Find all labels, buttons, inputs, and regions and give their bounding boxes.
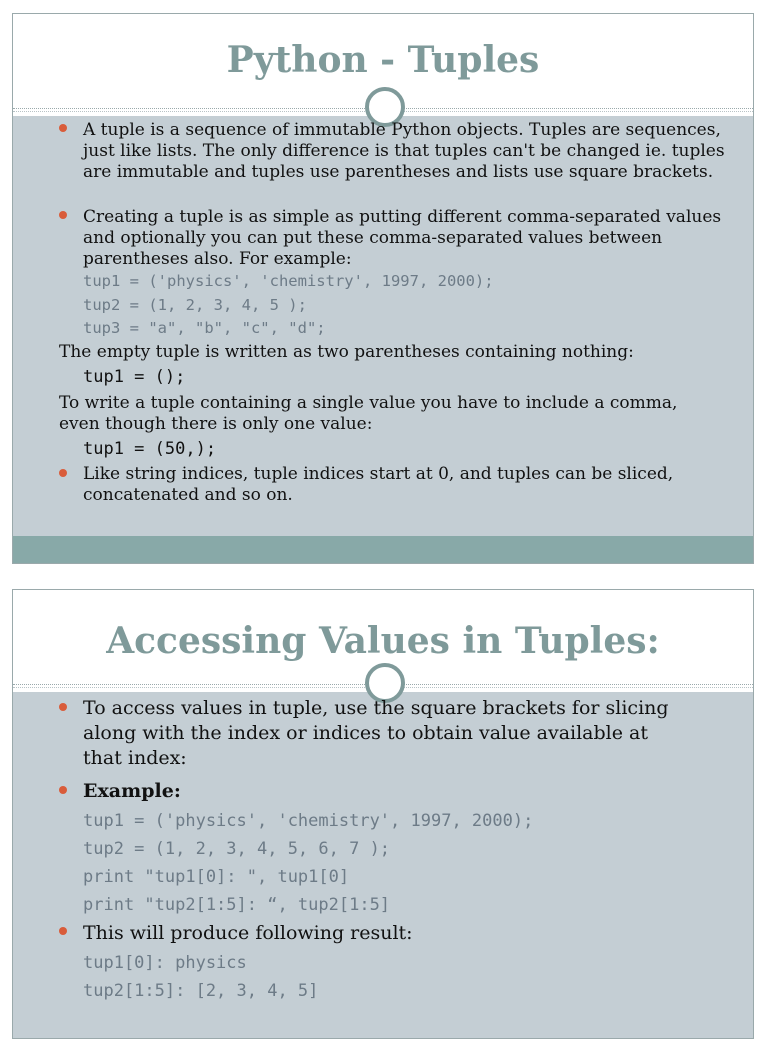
body-paragraph: Creating a tuple is as simple as putting different comma-separated values and optionally you can put these comma-separated values between parentheses also. For example:: [83, 207, 722, 269]
body-paragraph: A tuple is a sequence of immutable Python objects. Tuples are sequences, just like lists. The only difference is that tuples can't be changed ie. tuples are immutable and tuples use parentheses and lists use square brackets.: [83, 120, 725, 182]
code-line: tup1 = ('physics', 'chemistry', 1997, 2000);: [83, 272, 494, 290]
code-line: tup2 = (1, 2, 3, 4, 5 );: [83, 296, 307, 314]
bullet-icon: [59, 469, 67, 477]
bullet-icon: [59, 124, 67, 132]
slide-python-tuples: [12, 13, 754, 564]
bullet-icon: [59, 703, 67, 711]
body-paragraph: To access values in tuple, use the square brackets for slicing along with the index or indices to obtain value available at that index:: [83, 697, 669, 769]
example-label: Example:: [83, 780, 181, 802]
body-paragraph: This will produce following result:: [83, 922, 413, 944]
body-paragraph: Like string indices, tuple indices start at 0, and tuples can be sliced, concatenated and so on.: [83, 464, 674, 505]
slide-title: Accessing Values in Tuples:: [106, 620, 660, 662]
code-line: tup1 = (50,);: [83, 439, 217, 459]
body-paragraph: To write a tuple containing a single value you have to include a comma, even though there is only one value:: [59, 393, 678, 434]
bullet-icon: [59, 786, 67, 794]
slide-accessing-values: [12, 589, 754, 1039]
code-line: print "tup1[0]: ", tup1[0]: [83, 867, 350, 887]
code-line: print "tup2[1:5]: “, tup2[1:5]: [83, 895, 391, 915]
code-line: tup3 = "a", "b", "c", "d";: [83, 319, 326, 337]
code-line: tup1 = ();: [83, 367, 186, 387]
result-line: tup2[1:5]: [2, 3, 4, 5]: [83, 981, 319, 1001]
code-line: tup2 = (1, 2, 3, 4, 5, 6, 7 );: [83, 839, 391, 859]
slide-title: Python - Tuples: [226, 39, 540, 81]
footer-bar: [13, 536, 753, 563]
bullet-icon: [59, 211, 67, 219]
code-line: tup1 = ('physics', 'chemistry', 1997, 2000);: [83, 811, 534, 831]
body-paragraph: The empty tuple is written as two parentheses containing nothing:: [59, 342, 634, 362]
result-line: tup1[0]: physics: [83, 953, 247, 973]
bullet-icon: [59, 927, 67, 935]
